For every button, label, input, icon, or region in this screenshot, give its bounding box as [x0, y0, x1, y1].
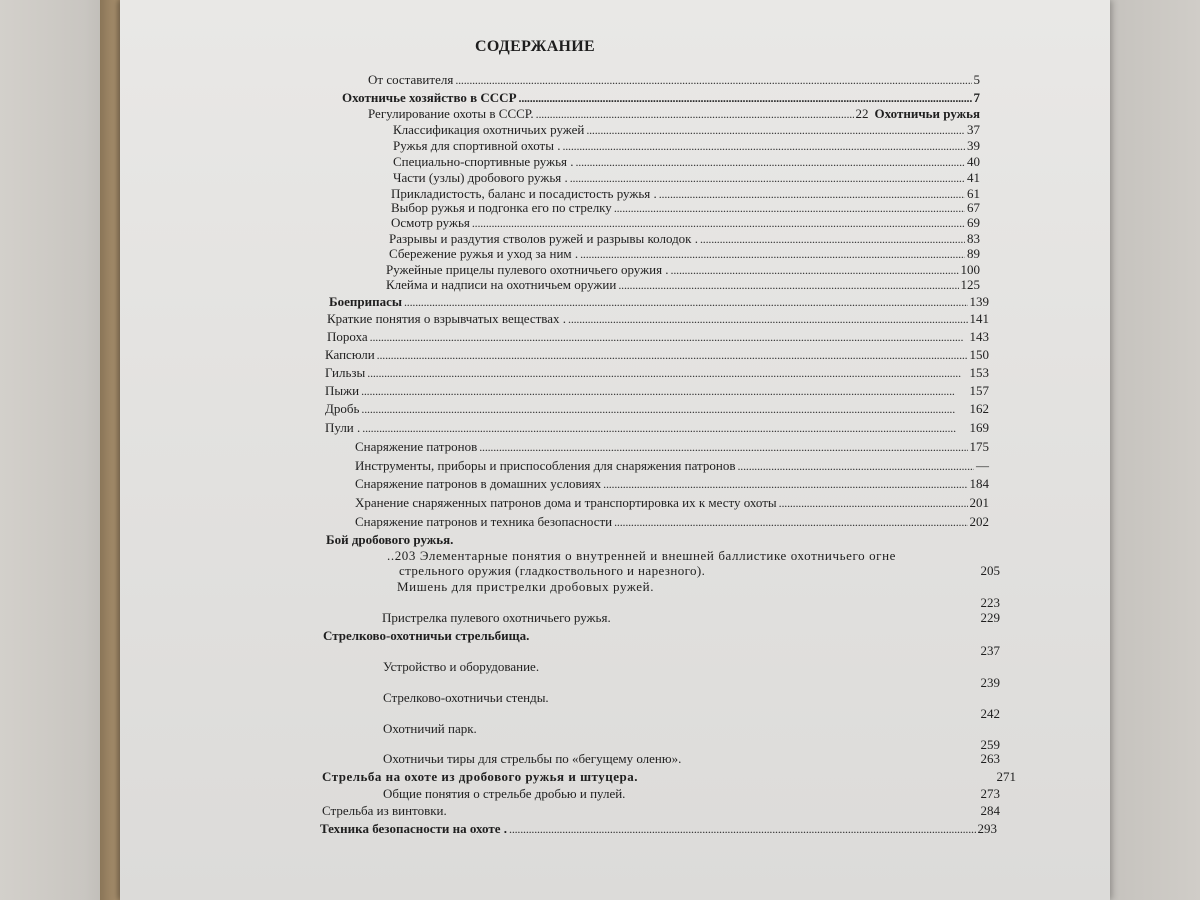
toc-entry: Снаряжение патронов . . . 175	[355, 439, 989, 455]
toc-heading: Стрелково-охотничьи стрельбища.	[323, 628, 530, 643]
toc-entry: Регулирование охоты в СССР. . . . 22 Охотничьи ружья	[368, 106, 980, 122]
toc-page-number: 284	[980, 803, 1000, 818]
toc-entry: Ружейные прицелы пулевого охотничьего оружия . . . . 100	[386, 262, 980, 278]
toc-entry-text: стрельного оружия (гладкоствольного и нарезного).	[399, 563, 706, 578]
toc-entry: Сбережение ружья и уход за ним . . . . 89	[389, 246, 980, 262]
toc-entry: Клейма и надписи на охотничьем оружии . . . 125	[386, 277, 980, 293]
page-title: СОДЕРЖАНИЕ	[474, 38, 596, 55]
toc-page-number: 273	[980, 786, 1000, 801]
toc-entry: Охотничье хозяйство в СССР . . . 7	[342, 90, 980, 106]
toc-page-number: 205	[980, 563, 1000, 578]
toc-entry: Ружья для спортивной охоты . . . . 39	[393, 138, 980, 154]
toc-entry-text: Охотничий парк.	[383, 721, 477, 736]
toc-entry: Техника безопасности на охоте . . . . 293	[320, 821, 997, 837]
toc-entry: Дробь . . . 162	[325, 401, 989, 417]
toc-entry: Хранение снаряженных патронов дома и транспортировка их к месту охоты . . . 201	[355, 495, 989, 511]
toc-heading: Стрельба на охоте из дробового ружья и штуцера.	[322, 769, 639, 784]
toc-heading: Бой дробового ружья.	[326, 532, 454, 547]
toc-entry: Пороха . . . 143	[327, 329, 989, 345]
toc-entry: Капсюли . . . 150	[325, 347, 989, 363]
toc-page-number: 242	[980, 706, 1000, 721]
toc-entry-text: ..203 Элементарные понятия о внутренней и внешней баллистике охотничьего огне	[387, 548, 897, 563]
toc-page-number: 229	[980, 610, 1000, 625]
toc-entry-text: Общие понятия о стрельбе дробью и пулей.	[383, 786, 626, 801]
toc-entry-text: Пристрелка пулевого охотничьего ружья.	[382, 610, 611, 625]
toc-entry: Осмотр ружья . . . 69	[391, 215, 980, 231]
toc-entry: От составителя . . . 5	[368, 72, 980, 88]
toc-page-number: 271	[996, 769, 1016, 784]
toc-entry: Классификация охотничьих ружей . . . 37	[393, 122, 980, 138]
toc-entry: Инструменты, приборы и приспособления для снаряжения патронов . . . —	[355, 458, 989, 474]
toc-entry-text: Охотничьи тиры для стрельбы по «бегущему оленю».	[383, 751, 682, 766]
toc-entry: Разрывы и раздутия стволов ружей и разрывы колодок . . . . 83	[389, 231, 980, 247]
toc-entry: Прикладистость, баланс и посадистость ружья . . . . 61	[391, 186, 980, 202]
toc-entry-text: Стрельба из винтовки.	[322, 803, 447, 818]
toc-entry: Боеприпасы . . . 139	[329, 294, 989, 310]
toc-entry: Специально-спортивные ружья . . . . 40	[393, 154, 980, 170]
toc-entry: Пыжи . . . 157	[325, 383, 989, 399]
toc-entry-text: Стрелково-охотничьи стенды.	[383, 690, 549, 705]
toc-page-number: 223	[980, 595, 1000, 610]
toc-entry: Выбор ружья и подгонка его по стрелку . . . 67	[391, 200, 980, 216]
toc-page-number: 263	[980, 751, 1000, 766]
toc-entry-text: Устройство и оборудование.	[383, 659, 540, 674]
toc-entry: Гильзы . . . 153	[325, 365, 989, 381]
toc-entry-text: Мишень для пристрелки дробовых ружей.	[397, 579, 655, 594]
toc-entry: Части (узлы) дробового ружья . . . . 41	[393, 170, 980, 186]
toc-page-number: 237	[980, 643, 1000, 658]
toc-entry: Снаряжение патронов и техника безопасности . . . 202	[355, 514, 989, 530]
toc-entry: Снаряжение патронов в домашних условиях . . . 184	[355, 476, 989, 492]
toc-entry: Краткие понятия о взрывчатых веществах . . . . 141	[327, 311, 989, 327]
toc-page-number: 259	[980, 737, 1000, 752]
toc-page-number: 239	[980, 675, 1000, 690]
toc-entry: Пули . . . . 169	[325, 420, 989, 436]
